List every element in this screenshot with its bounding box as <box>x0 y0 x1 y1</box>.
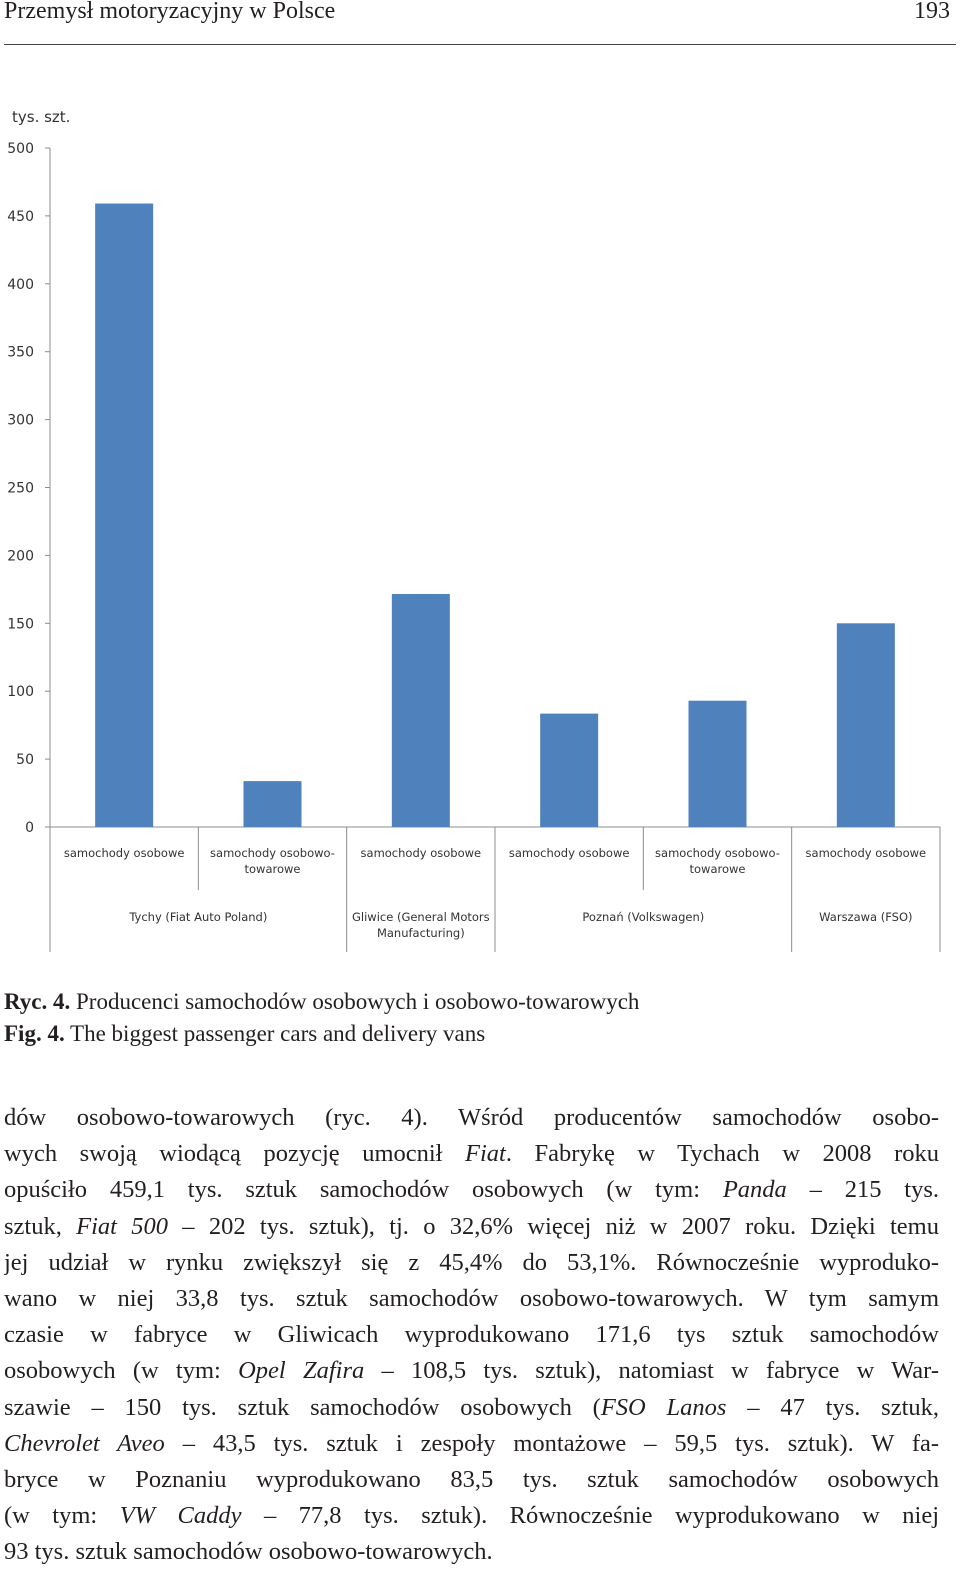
y-tick-label: 500 <box>7 141 34 157</box>
text-line <box>4 1245 939 1281</box>
y-tick-label: 450 <box>7 208 34 225</box>
text-line <box>4 1498 939 1534</box>
caption-en-text: The biggest passenger cars and delivery vans <box>70 1021 486 1046</box>
category-label: samochody osobowe <box>63 846 185 860</box>
text-line <box>4 1462 939 1498</box>
text-line <box>4 1534 939 1570</box>
caption-en-label: Fig. 4. <box>4 1021 65 1046</box>
bar-chart <box>0 90 950 960</box>
category-label: samochody osobowe <box>508 846 630 860</box>
text-line <box>4 1353 939 1389</box>
category-label: towarowe <box>244 862 301 876</box>
group-label: Gliwice (General Motors <box>352 910 490 924</box>
running-header <box>4 0 956 45</box>
text-run: czasie w fabryce w Gliwicach wyprodukowano 171,6 tys sztuk samochodów <box>4 1321 939 1349</box>
text-run: . Fabrykę w Tychach w 2008 roku <box>505 1140 939 1168</box>
text-line <box>4 1317 939 1353</box>
page-number: 193 <box>914 0 950 24</box>
text-run: szawie – 150 tys. sztuk samochodów osobowych ( <box>4 1393 601 1421</box>
y-tick-label: 250 <box>7 480 34 497</box>
bar <box>244 781 302 827</box>
text-run: bryce w Poznaniu wyprodukowano 83,5 tys. sztuk samochodów osobowych <box>4 1465 939 1493</box>
text-line <box>4 1426 939 1462</box>
y-tick-label: 300 <box>7 412 34 429</box>
text-run: 93 tys. sztuk samochodów osobowo-towarowych. <box>4 1538 493 1566</box>
group-label: Manufacturing) <box>376 926 465 940</box>
y-tick-label: 100 <box>7 684 34 701</box>
group-label: Poznań (Volkswagen) <box>582 910 705 924</box>
text-run: osobowych (w tym: <box>4 1357 239 1385</box>
text-run: sztuk, <box>4 1212 77 1240</box>
bar <box>95 204 153 827</box>
y-tick-label: 400 <box>7 276 34 293</box>
category-label: samochody osobowe <box>805 846 927 860</box>
text-run: (w tym: <box>4 1502 120 1530</box>
y-tick-label: 350 <box>7 344 34 361</box>
y-tick-label: 200 <box>7 548 34 565</box>
text-run: – 77,8 tys. sztuk). Równocześnie wyprodukowano w niej <box>241 1502 939 1530</box>
text-run: wano w niej 33,8 tys. sztuk samochodów osobowo-towarowych. W tym samym <box>4 1284 939 1312</box>
text-run: – 43,5 tys. sztuk i zespoły montażowe – 59,5 tys. sztuk). W fa- <box>164 1429 939 1457</box>
text-line <box>4 1136 939 1172</box>
text-run: opuściło 459,1 tys. sztuk samochodów osobowych (w tym: <box>4 1176 723 1204</box>
category-label: samochody osobowo- <box>210 846 335 860</box>
italic-term: Fiat <box>465 1140 506 1168</box>
text-line <box>4 1281 939 1317</box>
text-line <box>4 1390 939 1426</box>
y-tick-label: 150 <box>7 616 34 633</box>
text-run: – 108,5 tys. sztuk), natomiast w fabryce w War- <box>364 1357 939 1385</box>
group-label: Warszawa (FSO) <box>819 910 913 924</box>
text-run: – 47 tys. sztuk, <box>726 1393 939 1421</box>
text-run: – 202 tys. sztuk), tj. o 32,6% więcej niż w 2007 roku. Dzięki temu <box>168 1212 939 1240</box>
figure-caption-pl <box>4 986 639 1018</box>
italic-term: FSO Lanos <box>600 1393 727 1421</box>
group-label: Tychy (Fiat Auto Poland) <box>129 910 268 924</box>
text-run: dów osobowo-towarowych (ryc. 4). Wśród producentów samochodów osobo- <box>4 1104 939 1131</box>
y-unit-label: tys. szt. <box>12 108 71 126</box>
category-label: samochody osobowe <box>360 846 482 860</box>
bar <box>392 594 450 827</box>
italic-term: Opel Zafira <box>238 1357 365 1385</box>
text-run: jej udział w rynku zwiększył się z 45,4% do 53,1%. Równocześnie wyproduko- <box>4 1248 939 1276</box>
bar <box>689 701 747 827</box>
text-line <box>4 1172 939 1208</box>
caption-pl-label: Ryc. 4. <box>4 989 71 1014</box>
italic-term: Panda <box>722 1176 787 1204</box>
y-tick-label: 0 <box>25 820 34 836</box>
italic-term: VW Caddy <box>119 1502 242 1530</box>
text-line <box>4 1209 939 1245</box>
caption-pl-text: Producenci samochodów osobowych i osobowo-towarowych <box>76 989 640 1014</box>
italic-term: Chevrolet Aveo <box>4 1429 165 1457</box>
text-run: wych swoją wiodącą pozycję umocnił <box>4 1140 466 1168</box>
category-label: samochody osobowo- <box>655 846 780 860</box>
body-paragraph <box>4 1100 939 1570</box>
bar <box>837 623 895 827</box>
bar <box>540 714 598 827</box>
figure-caption-en <box>4 1018 485 1050</box>
italic-term: Fiat 500 <box>76 1212 169 1240</box>
running-title: Przemysł motoryzacyjny w Polsce <box>4 0 336 24</box>
category-label: towarowe <box>689 862 746 876</box>
text-line <box>4 1100 939 1136</box>
y-tick-label: 50 <box>16 752 34 769</box>
text-run: – 215 tys. <box>786 1176 939 1204</box>
